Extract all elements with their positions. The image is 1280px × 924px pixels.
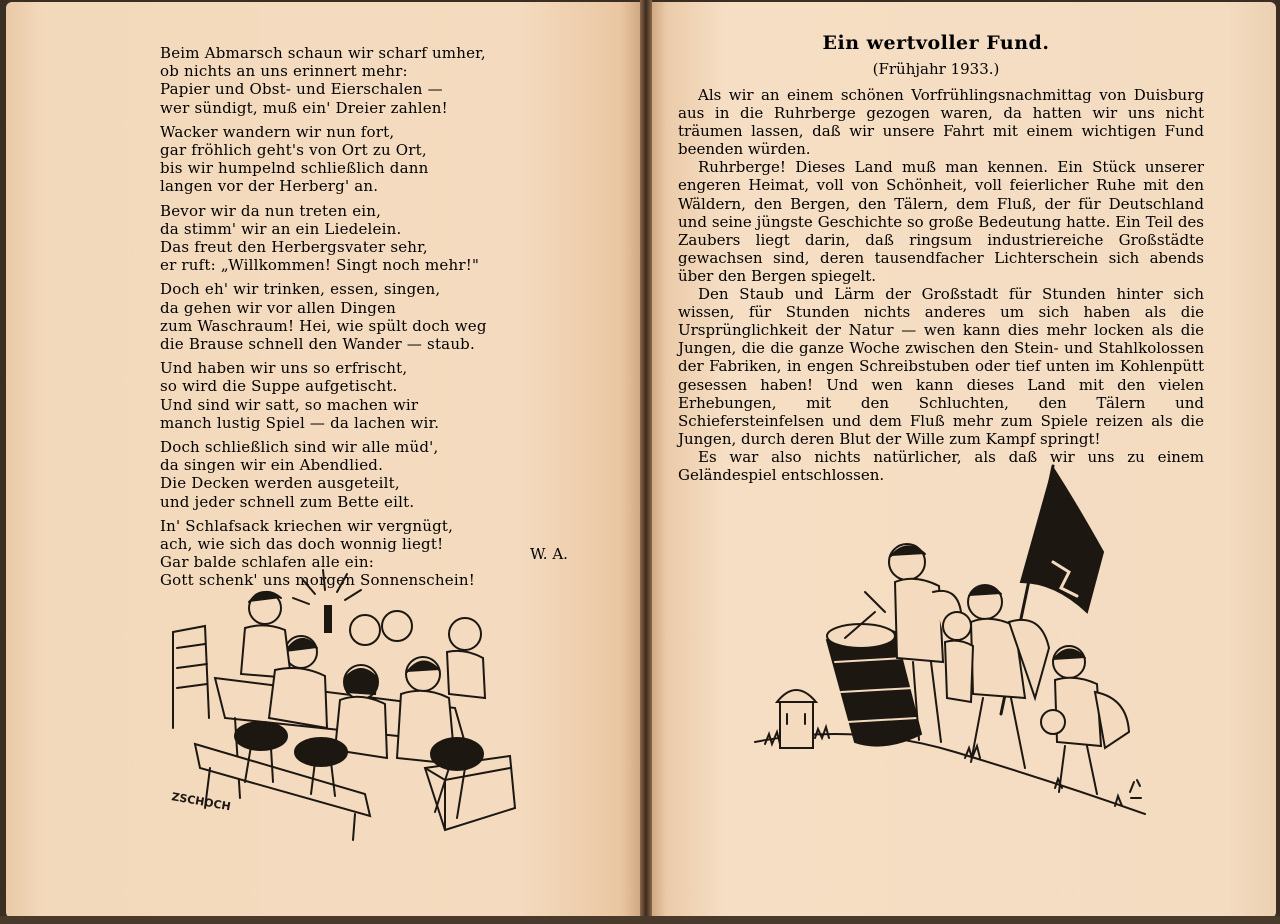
poem-line: Gar balde schlafen alle ein: [160, 553, 374, 572]
poem-line: bis wir humpelnd schließlich dann [160, 159, 429, 178]
poem-line: zum Waschraum! Hei, wie spült doch weg [160, 316, 487, 335]
poem-line: Die Decken werden ausgeteilt, [160, 474, 400, 493]
poem-line: Beim Abmarsch schaun wir scharf umher, [160, 44, 486, 62]
poem-line: Doch eh' wir trinken, essen, singen, [160, 280, 441, 299]
poem-stanza [160, 280, 590, 353]
poem-stanza [160, 359, 590, 432]
poem-line: Bevor wir da nun treten ein, [160, 201, 382, 220]
chapter-text [678, 86, 1204, 484]
poem-line: Doch schließlich sind wir alle müd', [160, 438, 439, 457]
poem-line: ob nichts an uns erinnert mehr: [160, 62, 408, 81]
poem-line: da gehen wir vor allen Dingen [160, 298, 397, 317]
poem-stanza [160, 438, 590, 511]
poem-line: da singen wir ein Abendlied. [160, 456, 384, 475]
illustrator-signature: ZSCHOCH [170, 790, 232, 814]
poem-line: Und haben wir uns so erfrischt, [160, 359, 408, 378]
poem-line: Das freut den Herbergsvater sehr, [160, 238, 428, 257]
poem [160, 44, 590, 596]
paragraph: Den Staub und Lärm der Großstadt für Stunden hinter sich wissen, für Stunden nichts anderes um sich haben als die Ursprünglichkeit der Natur — wen kann dies mehr locken als die Jungen, die die ganze Woche zwischen den Stein- und Stahlkolossen der Fabriken, in engen Schreibstuben oder tief unten im Kohlenpütt gesessen haben! Und wen kann dieses Land mit den vielen Erhebungen, mit den Schluchten, den Tälern und Schiefersteinfelsen und dem Fluß mehr zum Spiele reizen als die Jungen, durch deren Blut der Wille zum Kampf springt! [678, 285, 1204, 448]
paragraph: Als wir an einem schönen Vorfrühlingsnachmittag von Duisburg aus in die Ruhrberge gezogen waren, da hatten wir uns nicht träumen lassen, daß wir unsere Fahrt mit einem wichtigen Fund beenden würden. [678, 86, 1204, 159]
poem-stanza [160, 123, 590, 196]
poem-line: die Brause schnell den Wander — staub. [160, 335, 475, 354]
poem-line: Wacker wandern wir nun fort, [160, 122, 395, 141]
poem-line: er ruft: „Willkommen! Singt noch mehr!" [160, 256, 480, 275]
poem-line: Papier und Obst- und Eierschalen — [160, 80, 443, 99]
poem-stanza [160, 44, 590, 117]
poem-line: In' Schlafsack kriechen wir vergnügt, [160, 516, 454, 535]
poem-line: gar fröhlich geht's von Ort zu Ort, [160, 141, 427, 160]
poem-line: wer sündigt, muß ein' Dreier zahlen! [160, 98, 448, 117]
poem-line: Und sind wir satt, so machen wir [160, 395, 419, 414]
illustration-march-scene [735, 462, 1155, 827]
chapter-title: Ein wertvoller Fund. [822, 32, 1050, 54]
poem-line: ach, wie sich das doch wonnig liegt! [160, 535, 444, 554]
poem-line: da stimm' wir an ein Liedelein. [160, 219, 402, 238]
poem-stanza [160, 202, 590, 275]
paragraph: Ruhrberge! Dieses Land muß man kennen. Ein Stück unserer engeren Heimat, voll von Schönheit, voll feierlicher Ruhe mit den Wäldern, den Bergen, den Tälern, dem Fluß, der für Deutschland und seine jüngste Geschichte so große Bedeutung hatte. Ein Teil des Zaubers liegt darin, daß ringsum industriereiche Großstädte gewachsen sind, deren tausendfacher Lichterschein sich abends über den Bergen spiegelt. [678, 158, 1204, 285]
poem-signature: W. A. [530, 545, 568, 563]
chapter-subtitle: (Frühjahr 1933.) [872, 60, 1000, 78]
illustration-table-scene [165, 568, 520, 850]
poem-line: so wird die Suppe aufgetischt. [160, 377, 398, 396]
poem-line: manch lustig Spiel — da lachen wir. [160, 413, 440, 432]
poem-line: Gott schenk' uns morgen Sonnenschein! [160, 571, 475, 590]
poem-line: und jeder schnell zum Bette eilt. [160, 492, 415, 511]
poem-line: langen vor der Herberg' an. [160, 177, 379, 196]
book-edge [0, 916, 1280, 924]
paragraph: Es war also nichts natürlicher, als daß wir uns zu einem Geländespiel entschlossen. [678, 447, 1204, 484]
book-gutter [640, 0, 652, 924]
